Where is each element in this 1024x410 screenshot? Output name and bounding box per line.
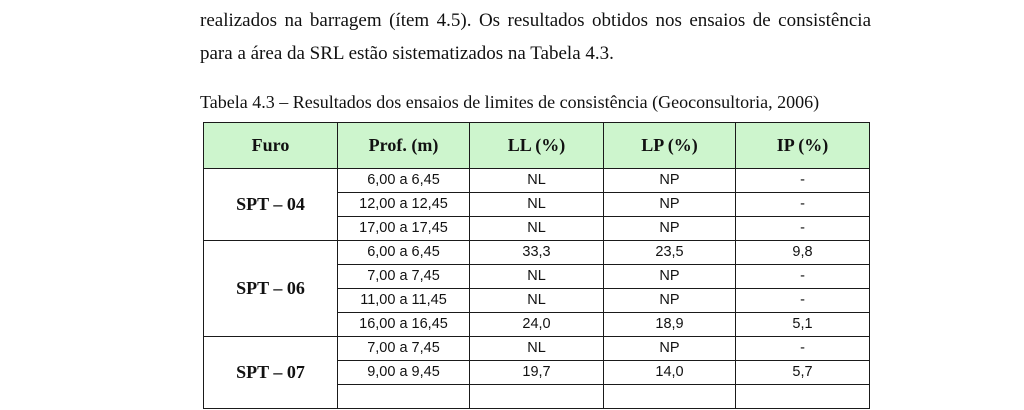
lp-cell: NP <box>604 337 736 361</box>
header-ll: LL (%) <box>470 123 604 169</box>
ll-cell: NL <box>470 193 604 217</box>
lp-cell: NP <box>604 265 736 289</box>
furo-cell: SPT – 06 <box>204 241 338 337</box>
table-row <box>204 169 870 193</box>
prof-cell: 17,00 a 17,45 <box>338 217 470 241</box>
ll-cell: NL <box>470 289 604 313</box>
consistency-limits-table <box>203 122 870 409</box>
lp-cell: NP <box>604 289 736 313</box>
prof-cell: 7,00 a 7,45 <box>338 337 470 361</box>
header-prof: Prof. (m) <box>338 123 470 169</box>
lp-cell: NP <box>604 169 736 193</box>
ip-cell: 5,1 <box>736 313 870 337</box>
table-body <box>204 169 870 409</box>
header-ip: IP (%) <box>736 123 870 169</box>
lp-cell <box>604 385 736 409</box>
prof-cell: 6,00 a 6,45 <box>338 241 470 265</box>
ip-cell: - <box>736 337 870 361</box>
table-row <box>204 337 870 361</box>
header-lp: LP (%) <box>604 123 736 169</box>
lp-cell: 14,0 <box>604 361 736 385</box>
ll-cell: 24,0 <box>470 313 604 337</box>
ip-cell: - <box>736 217 870 241</box>
header-row <box>204 123 870 169</box>
prof-cell: 12,00 a 12,45 <box>338 193 470 217</box>
prof-cell: 16,00 a 16,45 <box>338 313 470 337</box>
ll-cell: NL <box>470 169 604 193</box>
table-caption: Tabela 4.3 – Resultados dos ensaios de limites de consistência (Geoconsultoria, 2006) <box>200 92 820 112</box>
ll-cell <box>470 385 604 409</box>
lp-cell: 18,9 <box>604 313 736 337</box>
lp-cell: 23,5 <box>604 241 736 265</box>
prof-cell <box>338 385 470 409</box>
ip-cell: - <box>736 193 870 217</box>
ip-cell: - <box>736 169 870 193</box>
paragraph-line-2: para a área da SRL estão sistematizados na Tabela 4.3. <box>200 43 614 64</box>
lp-cell: NP <box>604 217 736 241</box>
ip-cell: 9,8 <box>736 241 870 265</box>
lp-cell: NP <box>604 193 736 217</box>
prof-cell: 9,00 a 9,45 <box>338 361 470 385</box>
ip-cell: - <box>736 265 870 289</box>
ll-cell: NL <box>470 265 604 289</box>
ip-cell: 5,7 <box>736 361 870 385</box>
prof-cell: 6,00 a 6,45 <box>338 169 470 193</box>
ip-cell: - <box>736 289 870 313</box>
ip-cell <box>736 385 870 409</box>
ll-cell: NL <box>470 217 604 241</box>
header-furo: Furo <box>204 123 338 169</box>
table-row <box>204 241 870 265</box>
prof-cell: 7,00 a 7,45 <box>338 265 470 289</box>
prof-cell: 11,00 a 11,45 <box>338 289 470 313</box>
ll-cell: 19,7 <box>470 361 604 385</box>
paragraph-line-1: realizados na barragem (ítem 4.5). Os resultados obtidos nos ensaios de consistência <box>200 10 871 31</box>
ll-cell: NL <box>470 337 604 361</box>
furo-cell: SPT – 04 <box>204 169 338 241</box>
table-header <box>204 123 870 169</box>
ll-cell: 33,3 <box>470 241 604 265</box>
furo-cell: SPT – 07 <box>204 337 338 409</box>
